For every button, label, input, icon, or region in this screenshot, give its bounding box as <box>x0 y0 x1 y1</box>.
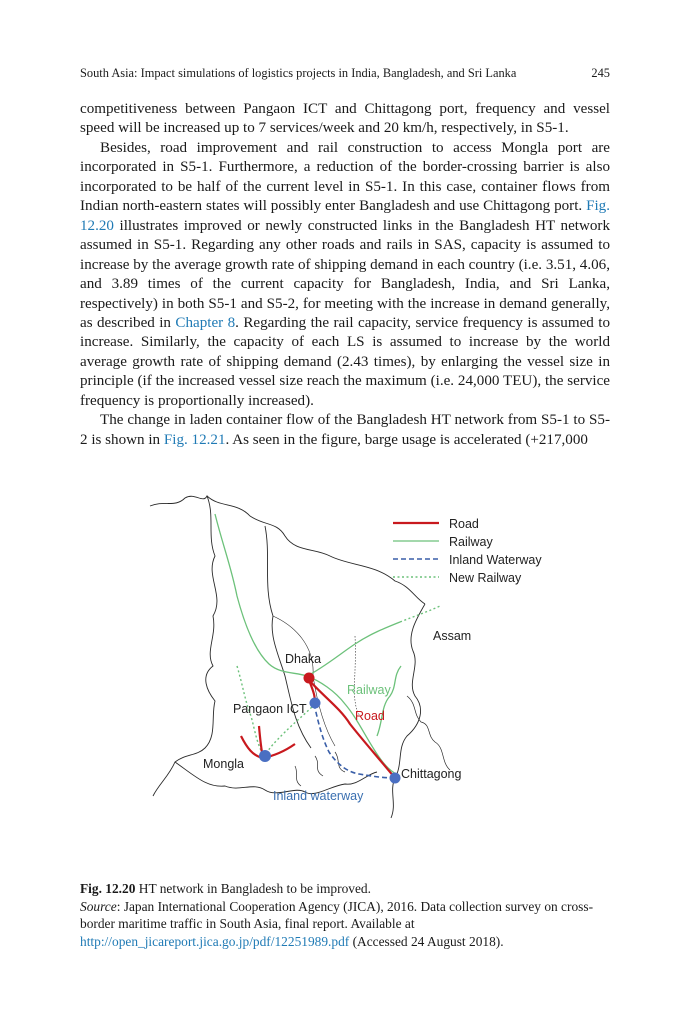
paragraph-3-text-b: . As seen in the figure, barge usage is accelerated (+217,000 <box>225 431 588 448</box>
label-railway: Railway <box>347 683 391 697</box>
running-title: South Asia: Impact simulations of logistics projects in India, Bangladesh, and Sri Lanka <box>80 66 517 80</box>
figure-link-12-20[interactable]: Fig. 12.20 <box>80 198 610 234</box>
label-dhaka: Dhaka <box>285 652 322 666</box>
river-3 <box>354 636 360 716</box>
chapter-link-8[interactable]: Chapter 8 <box>175 314 236 331</box>
paragraph-2-text-a: Besides, road improvement and rail construction to access Mongla port are incorporated in S5-1. Furthermore, a reduction of the border-crossing barrier is also incorporated to be half of the current level in S5-1. In this case, container flows from Indian north-eastern states will possibly enter Bangladesh and use Chittagong port. <box>80 139 610 215</box>
label-inland-waterway: Inland waterway <box>273 789 364 803</box>
hill-tracts <box>407 696 450 770</box>
estuary-islands <box>295 752 345 786</box>
paragraph-3 <box>80 411 610 450</box>
railway-to-assam <box>307 622 400 676</box>
legend-waterway-label: Inland Waterway <box>449 553 542 567</box>
caption-source <box>80 898 610 951</box>
caption-figure-title: HT network in Bangladesh to be improved. <box>138 881 371 896</box>
chittagong-node <box>390 773 401 784</box>
caption-figure-label: Fig. 12.20 <box>80 881 136 896</box>
border-east <box>391 604 425 818</box>
dhaka-node <box>304 673 315 684</box>
figure-caption <box>80 880 610 950</box>
border-north <box>207 496 425 604</box>
label-chittagong: Chittagong <box>401 767 462 781</box>
caption-source-text: : Japan International Cooperation Agency (JICA), 2016. Data collection survey on cross-border maritime traffic in South Asia, final report. Available at <box>80 898 594 932</box>
railway-lines <box>215 514 401 776</box>
figure-link-12-21[interactable]: Fig. 12.21 <box>163 431 226 448</box>
mongla-node <box>259 750 271 762</box>
paragraph-2-text-b: illustrates improved or newly constructed links in the Bangladesh HT network assumed in S5-1. Regarding any other roads and rails in SAS, capacity is assumed to increase by the average growth rate of shipping demand in each country (i.e. 3.51, 4.06, and 3.89 times of the current capacity for Bangladesh, India, and Sri Lanka, respectively) in both S5-1 and S5-2, for meeting with the increase in demand generally, as described in <box>80 217 610 331</box>
label-road: Road <box>355 709 385 723</box>
caption-source-label: Source <box>80 898 117 914</box>
legend-railway-label: Railway <box>449 535 493 549</box>
pangaon-node <box>310 698 321 709</box>
page-number: 245 <box>591 66 610 80</box>
paragraph-3-text-a: The change in laden container flow of the Bangladesh HT network from S5-1 to S5-2 is shown in <box>80 412 610 448</box>
paragraph-1: competitiveness between Pangaon ICT and Chittagong port, frequency and vessel speed will be increased up to 7 services/week and 20 km/h, respectively, in S5-1. <box>80 101 610 137</box>
paragraph-2 <box>80 139 610 411</box>
new-railway-assam <box>400 606 440 622</box>
legend-new-railway-label: New Railway <box>449 571 522 585</box>
legend-road-label: Road <box>449 517 479 531</box>
caption-accessed: (Accessed 24 August 2018). <box>349 933 504 949</box>
railway-eastern-loop <box>377 666 401 736</box>
border-west <box>150 496 217 796</box>
label-assam: Assam <box>433 629 472 643</box>
body-text <box>80 100 610 450</box>
caption-title <box>80 880 610 898</box>
label-mongla: Mongla <box>203 757 244 771</box>
map-legend <box>393 517 542 585</box>
source-url-link[interactable]: http://open_jicareport.jica.go.jp/pdf/12251989.pdf <box>80 933 350 949</box>
bangladesh-network-map <box>145 486 565 826</box>
river-2 <box>273 616 335 746</box>
label-pangaon: Pangaon ICT <box>233 702 307 716</box>
paragraph-2-text-c: . Regarding the rail capacity, service frequency is assumed to increase. Similarly, the capacity of each LS is assumed to increase by the world average growth rate of shipping demand (2.43 times), by enlarging the vessel size in principle (if the increased vessel size reach the maximum (i.e. 24,000 TEU), the service frequency is proportionally increased). <box>80 314 610 409</box>
running-header <box>80 66 610 82</box>
network-map-figure <box>145 486 565 826</box>
